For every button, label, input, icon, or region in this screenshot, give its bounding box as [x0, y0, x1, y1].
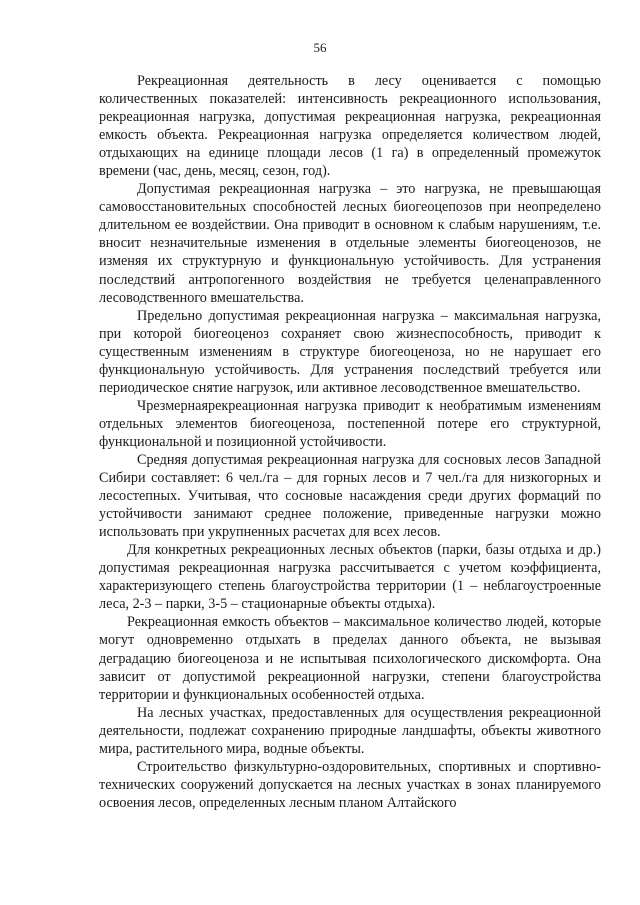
paragraph-excessive-load: Чрезмернаярекреационная нагрузка приводит к необратимым изменениям отдельных элементов биогеоценоза, постепенной потере его структурной, функциональной и позиционной устойчивости.	[99, 397, 601, 450]
paragraph-permissible-load: Допустимая рекреационная нагрузка – это нагрузка, не превышающая самовосстановительных способностей лесных биогеоцепозов при неопределено длительном ее воздействии. Она приводит в основном к слабым нарушениям, т.е. вносит незначительные изменения в отдельные элементы биогеоценозов, не изменяя их структурную и функциональную устойчивость. Для устранения последствий антропогенного воздействия не требуется целенаправленного лесоводственного вмешательства.	[99, 181, 601, 306]
page-number: 56	[313, 40, 327, 55]
paragraph-recreational-capacity: Рекреационная емкость объектов – максимальное количество людей, которые могут одновременно отдыхать в пределах данного объекта, не вызывая деградацию биогеоценоза и не испытывая психологического дискомфорта. Она зависит от допустимой рекреационной нагрузки, степени благоустройства территории и функциональных особенностей отдыха.	[99, 614, 601, 703]
paragraph-specific-objects: Для конкретных рекреационных лесных объектов (парки, базы отдыха и др.) допустимая рекреационная нагрузка рассчитывается с учетом коэффициента, характеризующего степень благоустройства территории (1 – неблагоустроенные леса, 2-3 – парки, 3-5 – стационарные объекты отдыха).	[99, 542, 601, 613]
body-text	[99, 72, 601, 812]
paragraph-maximum-permissible-load: Предельно допустимая рекреационная нагрузка – максимальная нагрузка, при которой биогеоценоз сохраняет свою жизнеспособность, приводит к существенным изменениям в структуре биогеоценоза, но не нарушает его функциональную устойчивость. Для устранения последствий требуется или периодическое снятие нагрузок, или активное лесоводственное вмешательство.	[99, 307, 601, 396]
paragraph-average-load-siberia: Средняя допустимая рекреационная нагрузка для сосновых лесов Западной Сибири составляет: 6 чел./га – для горных лесов и 7 чел./га для низкогорных и лесостепных. Учитывая, что сосновые насаждения среди других формаций по устойчивости занимают среднее положение, приведенные нагрузки можно использовать при укрупненных расчетах для всех лесов.	[99, 451, 601, 541]
paragraph-construction: Строительство физкультурно-оздоровительных, спортивных и спортивно-технических сооружений допускается на лесных участках в зонах планируемого освоения лесов, определенных лесным планом Алтайского	[99, 758, 601, 811]
paragraph-preserved-objects: На лесных участках, предоставленных для осуществления рекреационной деятельности, подлежат сохранению природные ландшафты, объекты животного мира, растительного мира, водные объекты.	[99, 704, 601, 757]
paragraph-recreational-activity: Рекреационная деятельность в лесу оценивается с помощью количественных показателей: интенсивность рекреационного использования, рекреационная нагрузка, допустимая рекреационная нагрузка, рекреационная емкость объекта. Рекреационная нагрузка определяется количеством людей, отдыхающих на единице площади лесов (1 га) в определенный промежуток времени (час, день, месяц, сезон, год).	[99, 73, 601, 180]
